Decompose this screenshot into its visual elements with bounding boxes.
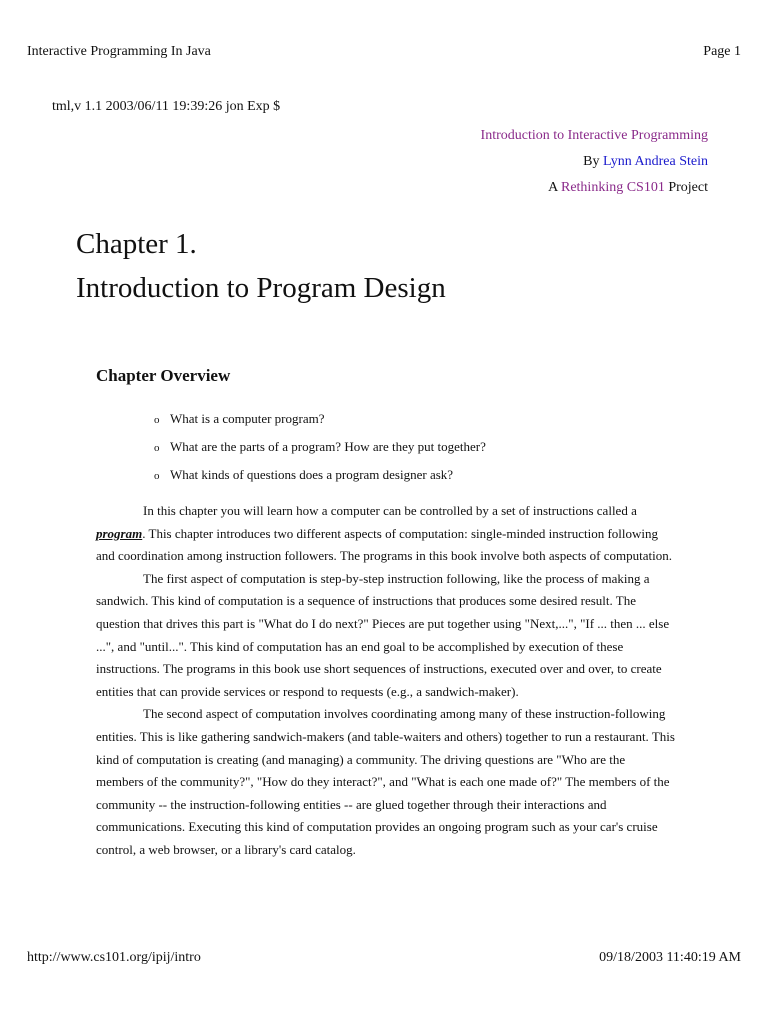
paragraph-1-end: . This chapter introduces two different aspects of computation: single-minded instruction following and coordination among instruction followers. The programs in this book involve both aspects of computation.	[96, 525, 672, 564]
bullet-icon: o	[154, 442, 160, 454]
project-link[interactable]: Rethinking CS101	[560, 180, 665, 195]
bullet-icon: o	[154, 470, 160, 482]
author-line	[481, 149, 708, 175]
paragraph-1-start: In this chapter you will learn how a computer can be controlled by a set of instructions called a	[143, 503, 637, 518]
author-link[interactable]: Lynn Andrea Stein	[603, 154, 708, 169]
chapter-heading	[76, 222, 446, 310]
by-label: By	[583, 154, 600, 169]
project-line	[481, 175, 708, 201]
chapter-title: Introduction to Program Design	[76, 272, 446, 304]
project-label: Project	[668, 180, 708, 195]
overview-item-text: What kinds of questions does a program designer ask?	[170, 467, 454, 482]
paragraph-1	[96, 500, 676, 568]
rcs-version-line: tml,v 1.1 2003/06/11 19:39:26 jon Exp $	[52, 99, 281, 114]
paragraph-3: The second aspect of computation involves coordinating among many of these instruction-following entities. This is like gathering sandwich-makers (and table-waiters and others) together to run a restaurant. This kind of computation is creating (and managing) a community. The driving questions are "Who are the members of the community?", "How do they interact?", and "What is each one made of?" The members of the community -- the instruction-following entities -- are glued together through their interactions and communications. Executing this kind of computation provides an ongoing program such as your car's cruise control, a web browser, or a library's card catalog.	[96, 706, 675, 857]
overview-heading: Chapter Overview	[96, 366, 231, 385]
list-item	[154, 433, 486, 461]
credits-block	[481, 123, 708, 201]
list-item	[154, 405, 486, 433]
book-line	[481, 123, 708, 149]
program-term-link[interactable]: program	[96, 525, 143, 541]
body-text	[96, 500, 676, 862]
a-label: A	[548, 180, 558, 195]
paragraph-2: The first aspect of computation is step-by-step instruction following, like the process of making a sandwich. This kind of computation is a sequence of instructions that produces some desired result. The question that drives this part is "What do I do next?" Pieces are put together using "Next,...", "If ... then ... else ...", and "until...". This kind of computation has an end goal to be accomplished by execution of these instructions. The programs in this book use short sequences of instructions, executed over and over, to create entities that can provide services or respond to requests (e.g., a sandwich-maker).	[96, 570, 670, 699]
print-timestamp: 09/18/2003 11:40:19 AM	[599, 950, 741, 965]
overview-item-text: What are the parts of a program? How are they put together?	[170, 439, 486, 454]
overview-list	[154, 405, 486, 489]
book-link[interactable]: Introduction to Interactive Programming	[480, 128, 708, 143]
list-item	[154, 461, 486, 489]
bullet-icon: o	[154, 414, 160, 426]
page-number: Page 1	[703, 44, 741, 59]
chapter-number: Chapter 1.	[76, 228, 197, 260]
page-url: http://www.cs101.org/ipij/intro	[27, 950, 201, 965]
overview-item-text: What is a computer program?	[170, 411, 325, 426]
document-title: Interactive Programming In Java	[27, 44, 211, 59]
